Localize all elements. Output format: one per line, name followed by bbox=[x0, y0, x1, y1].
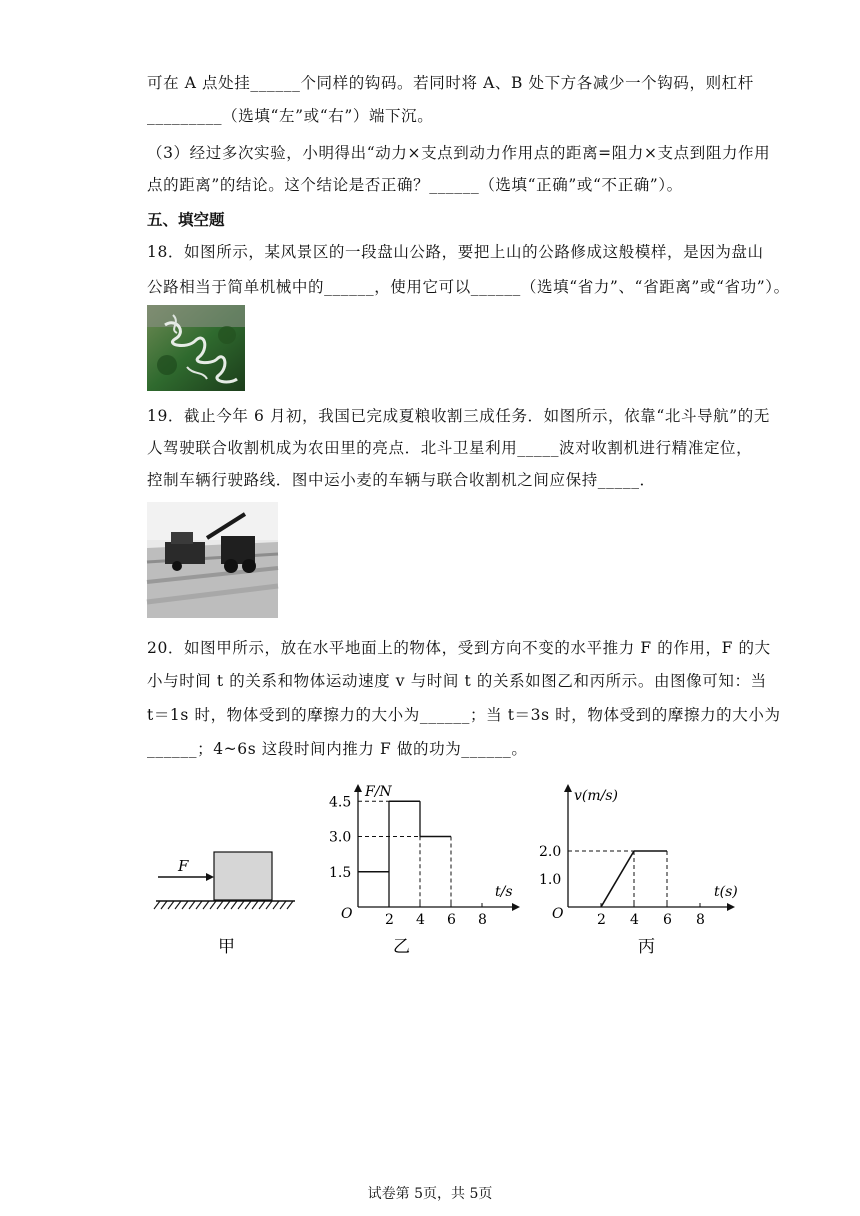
x-tick-label: 6 bbox=[447, 912, 456, 928]
y-tick-label: 2.0 bbox=[539, 844, 562, 860]
text-line: （3）经过多次实验，小明得出“动力×支点到动力作用点的距离=阻力×支点到阻力作用 bbox=[147, 144, 771, 162]
velocity-segment bbox=[601, 851, 634, 907]
caption-yi: 乙 bbox=[393, 937, 410, 957]
x-tick-label: 2 bbox=[597, 912, 606, 928]
hatch-mark bbox=[161, 901, 167, 909]
hatch-mark bbox=[266, 901, 272, 909]
figure-jia bbox=[150, 840, 310, 960]
ground-hatch bbox=[154, 901, 293, 909]
y-axis-label: v(m/s) bbox=[574, 788, 619, 804]
x-tick-label: 8 bbox=[478, 912, 487, 928]
hatch-mark bbox=[175, 901, 181, 909]
question-19-line: 人驾驶联合收割机成为农田里的亮点．北斗卫星利用_____波对收割机进行精准定位， bbox=[147, 439, 753, 457]
page-footer: 试卷第 5页，共 5页 bbox=[367, 1186, 493, 1202]
hatch-mark bbox=[154, 901, 160, 909]
figure-bing-chart bbox=[539, 780, 748, 965]
caption-jia: 甲 bbox=[218, 937, 235, 957]
question-19-line: 控制车辆行驶路线．图中运小麦的车辆与联合收割机之间应保持_____． bbox=[147, 471, 656, 489]
hatch-mark bbox=[203, 901, 209, 909]
mountain-road-photo bbox=[147, 305, 245, 391]
hatch-mark bbox=[280, 901, 286, 909]
block bbox=[214, 852, 272, 900]
question-18-line: 公路相当于简单机械中的______，使用它可以______（选填“省力”、“省距离”或“省功”）。 bbox=[147, 278, 790, 296]
text-line: 点的距离”的结论。这个结论是否正确？______（选填“正确”或“不正确”）。 bbox=[147, 176, 683, 194]
hatch-mark bbox=[252, 901, 258, 909]
force-arrowhead bbox=[206, 873, 214, 881]
question-20-line: 20．如图甲所示，放在水平地面上的物体，受到方向不变的水平推力 F 的作用，F 的大 bbox=[147, 639, 771, 657]
hatch-mark bbox=[273, 901, 279, 909]
caption-bing: 丙 bbox=[638, 937, 655, 957]
x-axis-label: t/s bbox=[495, 884, 513, 900]
question-18-line: 18．如图所示，某风景区的一段盘山公路，要把上山的公路修成这般模样，是因为盘山 bbox=[147, 243, 764, 261]
harvester-photo bbox=[147, 502, 278, 618]
question-19-line: 19．截止今年 6 月初，我国已完成夏粮收割三成任务．如图所示，依靠“北斗导航”的无 bbox=[147, 407, 770, 425]
figure-yi-chart bbox=[329, 780, 525, 965]
hatch-mark bbox=[259, 901, 265, 909]
section-heading: 五、填空题 bbox=[147, 211, 225, 229]
x-axis-arrow bbox=[512, 903, 520, 911]
hatch-mark bbox=[231, 901, 237, 909]
y-tick-label: 4.5 bbox=[329, 794, 352, 811]
origin-label: O bbox=[552, 906, 564, 922]
x-tick-label: 6 bbox=[663, 912, 672, 928]
x-axis-label: t(s) bbox=[714, 884, 738, 900]
y-tick-label: 3.0 bbox=[329, 829, 352, 846]
text-line: 可在 A 点处挂______个同样的钩码。若同时将 A、B 处下方各减少一个钩码，则杠杆 bbox=[147, 74, 754, 92]
hatch-mark bbox=[196, 901, 202, 909]
hatch-mark bbox=[245, 901, 251, 909]
x-tick-label: 2 bbox=[385, 912, 394, 928]
force-label: F bbox=[178, 857, 189, 875]
x-tick-label: 4 bbox=[416, 912, 425, 928]
y-axis-label: F/N bbox=[365, 784, 392, 800]
origin-label: O bbox=[341, 906, 353, 922]
x-axis-arrow bbox=[727, 903, 735, 911]
y-axis-arrow bbox=[564, 784, 572, 792]
y-axis-arrow bbox=[354, 784, 362, 792]
x-tick-label: 4 bbox=[630, 912, 639, 928]
hatch-mark bbox=[217, 901, 223, 909]
question-20-line: ______；4~6s 这段时间内推力 F 做的功为______。 bbox=[147, 740, 528, 758]
question-20-line: t＝1s 时，物体受到的摩擦力的大小为______；当 t＝3s 时，物体受到的摩擦力的大小为 bbox=[147, 706, 781, 724]
y-tick-label: 1.5 bbox=[329, 864, 352, 881]
hatch-mark bbox=[224, 901, 230, 909]
hatch-mark bbox=[210, 901, 216, 909]
text-line: _________（选填“左”或“右”）端下沉。 bbox=[147, 107, 434, 125]
hatch-mark bbox=[168, 901, 174, 909]
x-tick-label: 8 bbox=[696, 912, 705, 928]
hatch-mark bbox=[189, 901, 195, 909]
question-20-line: 小与时间 t 的关系和物体运动速度 v 与时间 t 的关系如图乙和丙所示。由图像可知：当 bbox=[147, 672, 767, 690]
hatch-mark bbox=[238, 901, 244, 909]
hatch-mark bbox=[287, 901, 293, 909]
y-tick-label: 1.0 bbox=[539, 872, 562, 888]
hatch-mark bbox=[182, 901, 188, 909]
